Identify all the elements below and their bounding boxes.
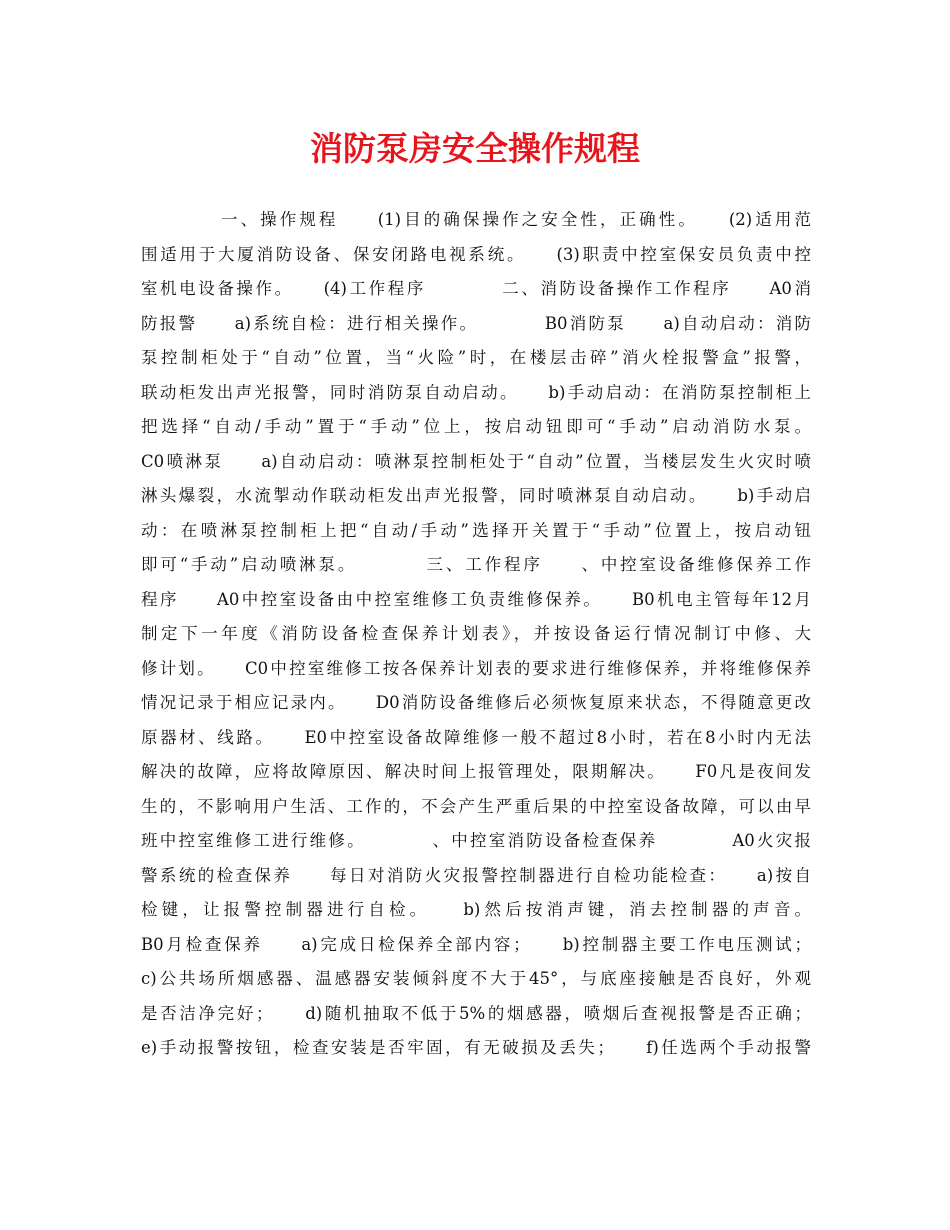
body-line: 动：在喷淋泵控制柜上把“自动/手动”选择开关置于“手动”位置上，按启动钮 [141,520,811,540]
body-line: B0月检查保养 a)完成日检保养全部内容； b)控制器主要工作电压测试； [141,934,811,954]
body-line: 原器材、线路。 E0中控室设备故障维修一般不超过8小时，若在8小时内无法 [141,727,811,747]
body-line: 防报警 a)系统自检：进行相关操作。 B0消防泵 a)自动启动：消防 [141,313,811,333]
body-line: 一、操作规程 (1)目的确保操作之安全性，正确性。 (2)适用范 [221,210,811,229]
body-line: 生的，不影响用户生活、工作的，不会产生严重后果的中控室设备故障，可以由早 [141,796,811,816]
body-line: 检键，让报警控制器进行自检。 b)然后按消声键，消去控制器的声音。 [141,900,811,919]
body-line: 修计划。 C0中控室维修工按各保养计划表的要求进行维修保养，并将维修保养 [141,658,811,678]
body-line: 制定下一年度《消防设备检查保养计划表》，并按设备运行情况制订中修、大 [141,624,811,643]
body-line: 淋头爆裂，水流掣动作联动柜发出声光报警，同时喷淋泵自动启动。 b)手动启 [141,486,811,505]
body-line: 泵控制柜处于“自动”位置，当“火险”时，在楼层击碎”消火栓报警盒”报警， [141,348,811,367]
body-line: 即可“手动”启动喷淋泵。 三、工作程序 、中控室设备维修保养工作 [141,555,811,574]
body-line: 程序 A0中控室设备由中控室维修工负责维修保养。 B0机电主管每年12月 [141,589,811,609]
body-line: 情况记录于相应记录内。 D0消防设备维修后必须恢复原来状态，不得随意更改 [141,693,811,712]
document-body [141,203,811,1066]
body-line: e)手动报警按钮，检查安装是否牢固，有无破损及丢失； f)任选两个手动报警 [141,1038,811,1057]
document-title: 消防泵房安全操作规程 [310,129,640,168]
body-line: 联动柜发出声光报警，同时消防泵自动启动。 b)手动启动：在消防泵控制柜上 [141,382,811,402]
body-line: c)公共场所烟感器、温感器安装倾斜度不大于45°，与底座接触是否良好，外观 [141,969,811,988]
body-line: 围适用于大厦消防设备、保安闭路电视系统。 (3)职责中控室保安员负责中控 [141,244,811,264]
body-line: C0喷淋泵 a)自动启动：喷淋泵控制柜处于“自动”位置，当楼层发生火灾时喷 [141,451,811,471]
body-line: 解决的故障，应将故障原因、解决时间上报管理处，限期解决。 F0凡是夜间发 [141,762,811,781]
body-line: 警系统的检查保养 每日对消防火灾报警控制器进行自检功能检查： a)按自 [141,865,811,885]
body-line: 室机电设备操作。 (4)工作程序 二、消防设备操作工作程序 A0消 [141,279,811,298]
body-line: 把选择“自动/手动”置于“手动”位上，按启动钮即可“手动”启动消防水泵。 [141,417,811,436]
body-line: 是否洁净完好； d)随机抽取不低于5%的烟感器，喷烟后查视报警是否正确； [141,1003,811,1023]
body-line: 班中控室维修工进行维修。 、中控室消防设备检查保养 A0火灾报 [141,831,811,850]
